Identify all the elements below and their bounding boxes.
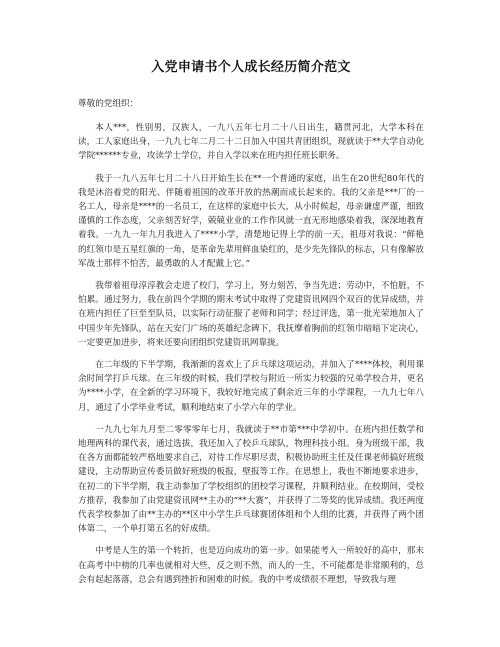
salutation: 尊敬的党组织：: [78, 99, 139, 109]
document-title: 入党申请书个人成长经历简介范文: [151, 60, 351, 75]
paragraph-6: 中考是人生的第一个转折，也是迈向成功的第一步。如果能考入一所较好的高中，那末在高考中中榜的几率也就相对大些，反之则不然，而人的一生，不可能都是非常顺利的，总会有起起落落，总会有遇到挫折和困难的时候。我的中考成绩很不理想，导致我与理: [78, 546, 424, 585]
paragraph-4: 在二年级的下半学期，我渐渐的喜欢上了乒乓球这项运动，并加入了****体校，利用课余时间学打乒乓球。在三年级的时候，我们学校与附近一所实力较强的兄弟学校合并，更名为****小学，在全新的学习环境下，我较好地完成了剩余近三年的小学课程，一九九七年八月，通过了小学毕业考试，顺利地结束了小学六年的学业。: [78, 360, 424, 413]
paragraph-2: 我于一九八五年七月二十八日开始生长在**一个普通的家庭，出生在20世纪80年代的我是沐浴着党的阳光、伴随着祖国的改革开放的热潮而成长起来的。我的父亲是***厂的一名工人，母亲是****的一名员工，在这样的家庭中长大，从小时候起，母亲谦虚严谨，细致谨慎的工作态度，父亲刻苦好学，兢兢业业的工作作风就一直无形地感染着我，深深地教育着我。一九九一年九月我进入了****小学，清楚地记得上学的前一天，祖母对我说：“鲜艳的红领巾是五星红旗的一角，是革命先辈用鲜血染红的，是少先先锋队的标志，只有像解放军战士那样不怕苦，最勇敢的人才配戴上它。”: [78, 173, 424, 269]
paragraph-1: 本人***，性别男，汉族人，一九八五年七月二十八日出生，籍贯河北，大学本科在读，工人家庭出身，一九九七年二月二十二日加入中国共青团组织，现就读于**大学自动化学院******专业，攻读学士学位，并自入学以来在班内担任班长职务。: [78, 123, 424, 162]
paragraph-5: 一九九七年九月至二零零零年七月，我就读于**市第***中学初中。在班内担任数学和地理两科的课代表，通过选拔，我还加入了校乒乓球队，物理科技小组。身为班级干部，我在各方面都能较严格地要求自己，对待工作尽职尽责，积极协助班主任及任课老师搞好班级建设，主动帮助宣传委员做好班级的板报，壁报等工作。在思想上，我也不断地要求进步，在初二的下半学期，我主动参加了学校组织的团校学习课程，并顺利结业。在校期间，受校方推荐，我参加了由党建资讯网**主办的“**大赛”，并获得了二等奖的优异成绩。我还两度代表学校参加了由**主办的**区中小学生乒乓球赛团体组和个人组的比赛，并获得了两个团体第二，一个单打第五名的好成绩。: [78, 424, 424, 535]
paragraph-3: 我带着祖母淳淳教会走进了校门，学习上，努力刻苦，争当先进；劳动中，不怕脏，不怕累。通过努力，我在前四个学期的期末考试中取得了党建资讯网四个双百的优异成绩，并在班内担任了巨至至队员，以实际行动征服了老师和同学；经过评选，第一批光荣地加入了中国少年先锋队，站在天安门广场的英雄纪念碑下，我抚摩着胸前的红领巾暗暗下定决心，一定要更加进步，将来还要向团组织党建资讯网靠拢。: [78, 281, 424, 348]
